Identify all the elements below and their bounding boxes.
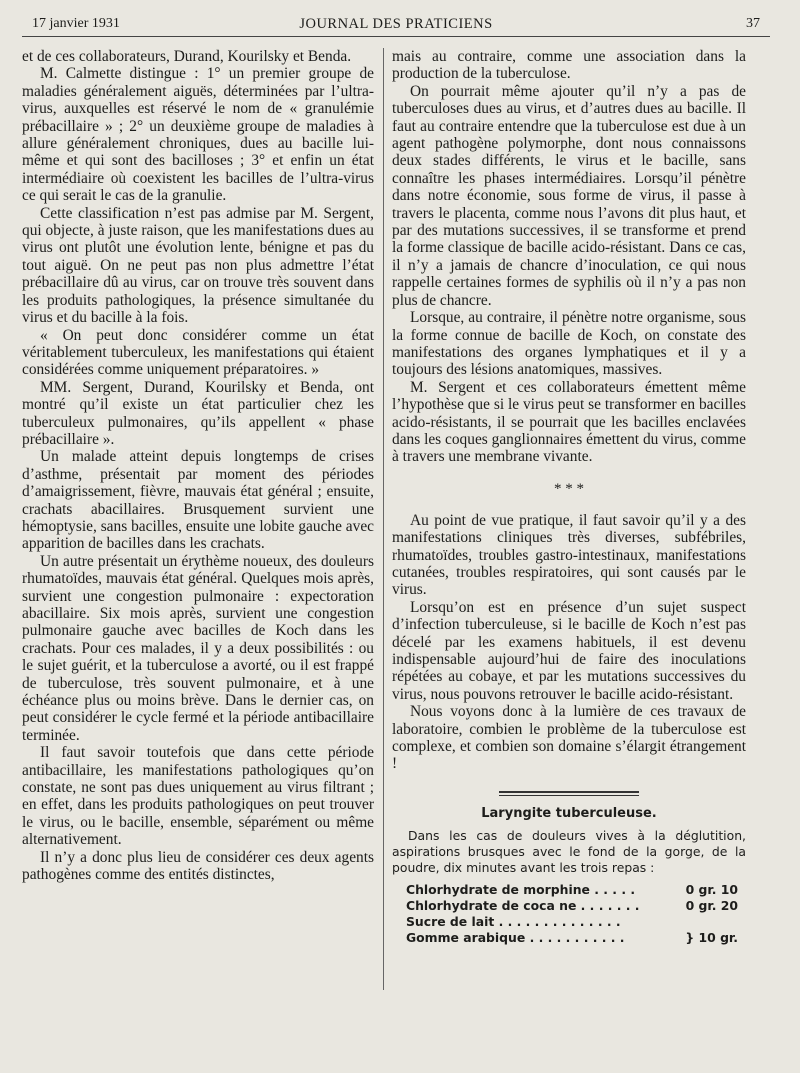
paragraph: « On peut donc considérer comme un état véritablement tuberculeux, les manifestations qui étaient considérées comme uniquement préparatoires. » bbox=[22, 326, 374, 379]
paragraph: Cette classification n’est pas admise par M. Sergent, qui objecte, à juste raison, que les manifestations dues au virus ont plutôt une évolution lente, bénigne et pas du tout aiguë. On ne peut pas non plus admettre l’état prébacillaire dû au virus, car on trouve très souvent dans les produits pathologiques, la présence simultanée du virus et du bacille à la fois. bbox=[22, 204, 374, 327]
ingredient-dose bbox=[658, 914, 738, 930]
prescription-item bbox=[392, 914, 746, 930]
paragraph: Il faut savoir toutefois que dans cette période antibacillaire, les manifestations pathologiques qu’on constate, ne sont pas dues uniquement au virus filtrant ; en effet, dans les produits pathologiques on peut trouver le virus, ou le bacille, ensemble, séparément ou même alternativement. bbox=[22, 744, 374, 849]
paragraph: M. Calmette distingue : 1° un premier groupe de maladies généralement aiguës, déterminées par l’ultra-virus, auxquelles est réservé le nom de « granulémie prébacillaire » ; 2° un deuxième groupe de maladies à allure généralement chroniques, dues au bacille lui-même et qui sont des bacilloses ; 3° et enfin un état intermédiaire où coexistent les bacilles de l’ultra-virus ce qui serait le cas de la granulie. bbox=[22, 65, 374, 205]
prescription-intro: Dans les cas de douleurs vives à la déglutition, aspirations brusques avec le fond de la gorge, de la poudre, dix minutes avant les trois repas : bbox=[392, 827, 746, 875]
double-rule bbox=[499, 791, 639, 796]
paragraph: Lorsque, au contraire, il pénètre notre organisme, sous la forme connue de bacille de Koch, on constate des manifestations des organes lymphatiques et il y a toujours des lésions anatomiques, massives. bbox=[392, 309, 746, 379]
paragraph: Il n’y a donc plus lieu de considérer ces deux agents pathogènes comme des entités distinctes, bbox=[22, 848, 374, 884]
paragraph: Nous voyons donc à la lumière de ces travaux de laboratoire, combien le problème de la tuberculose est complexe, et combien son domaine s’élargit étrangement ! bbox=[392, 703, 746, 773]
page-number: 37 bbox=[746, 16, 760, 31]
ingredient-name: Chlorhydrate de coca ne . . . . . . . bbox=[406, 897, 640, 913]
header-rule bbox=[22, 36, 770, 37]
issue-date: 17 janvier 1931 bbox=[32, 16, 120, 31]
ingredient-dose: 0 gr. 20 bbox=[685, 897, 738, 913]
paragraph: Un malade atteint depuis longtemps de crises d’asthme, présentait par moment des périodes d’amaigrissement, fièvre, mauvais état général ; ensuite, crachats abacillaires. Brusquement survient une hémoptysie, sans bacilles, ensuite une lobite gauche avec apparition de bacilles dans les crachats. bbox=[22, 448, 374, 553]
section-separator-stars: * * * bbox=[554, 480, 584, 497]
ingredient-name: Gomme arabique . . . . . . . . . . . bbox=[406, 929, 625, 945]
ingredient-name: Chlorhydrate de morphine . . . . . bbox=[406, 881, 636, 897]
paragraph: Lorsqu’on est en présence d’un sujet suspect d’infection tuberculeuse, si le bacille de Koch n’est pas décelé par les examens habituels, il est devenu indispensable aujourd’hui de faire des inoculations répétées au cobaye, et par les mutations successives du virus, nous pouvons retrouver le bacille acido-résistant. bbox=[392, 598, 746, 703]
prescription-box bbox=[392, 806, 746, 946]
paragraph: Au point de vue pratique, il faut savoir qu’il y a des manifestations cliniques très diverses, subfébriles, rhumatoïdes, troubles gastro-intestinaux, manifestations cutanées, troubles respiratoires, qui sont causés par le virus. bbox=[392, 511, 746, 599]
ingredient-dose: 0 gr. 10 bbox=[685, 881, 738, 897]
paragraph: M. Sergent et ces collaborateurs émettent même l’hypothèse que si le virus peut se transformer en bacilles acido-résistants, il se pourrait que les bacilles enclavées dans les coques ganglionnaires émettent du virus, comme à travers une membrane vivante. bbox=[392, 378, 746, 466]
paragraph: Un autre présentait un érythème noueux, des douleurs rhumatoïdes, mauvais état général. Quelques mois après, survient une congestion pulmonaire : expectoration abacillaire. Six mois après, survient une congestion pulmonaire gauche avec bacilles de Koch dans les crachats. Pour ces malades, il y a deux possibilités : ou le sujet guérit, et la tuberculose a avorté, ou il est frappé de tuberculose, très souvent pulmonaire, et à une échéance plus ou moins brève. Dans le dernier cas, on peut considérer le cycle fermé et la période antibacillaire terminée. bbox=[22, 552, 374, 744]
left-column bbox=[22, 48, 374, 1023]
paragraph: MM. Sergent, Durand, Kourilsky et Benda, ont montré qu’il existe un état particulier chez les tuberculeux pulmonaires, qu’ils appellent « phase prébacillaire ». bbox=[22, 378, 374, 448]
prescription-item bbox=[392, 882, 746, 898]
ingredient-name: Sucre de lait . . . . . . . . . . . . . . bbox=[406, 913, 621, 929]
right-column bbox=[392, 48, 746, 1023]
paragraph: mais au contraire, comme une association dans la production de la tuberculose. bbox=[392, 48, 746, 83]
ingredient-dose: } 10 gr. bbox=[685, 929, 738, 945]
column-divider bbox=[383, 48, 384, 990]
prescription-item bbox=[392, 930, 746, 946]
prescription-title: Laryngite tuberculeuse. bbox=[481, 805, 657, 821]
prescription-item bbox=[392, 898, 746, 914]
page-header bbox=[22, 14, 770, 36]
paragraph: On pourrait même ajouter qu’il n’y a pas de tuberculoses dues au virus, et d’autres dues au bacille. Il faut au contraire entendre que la tuberculose est due à un agent pathogène polymorphe, dont nous connaissons deux stades différents, le virus et le bacille, sans connaître les phases intermédiaires. Lorsqu’il pénètre dans notre économie, sous forme de virus, il passe à travers le placenta, comme nous l’avons dit plus haut, et par des mutations successives, il se transforme et prend la forme classique de bacille acido-résistant. Dans ce cas, il n’y a jamais de chancre d’inoculation, ce qui nous rappelle certaines formes de syphilis où il n’y a pas non plus de chancre. bbox=[392, 82, 746, 309]
paragraph: et de ces collaborateurs, Durand, Kourilsky et Benda. bbox=[22, 48, 352, 65]
journal-title: JOURNAL DES PRATICIENS bbox=[299, 16, 493, 32]
